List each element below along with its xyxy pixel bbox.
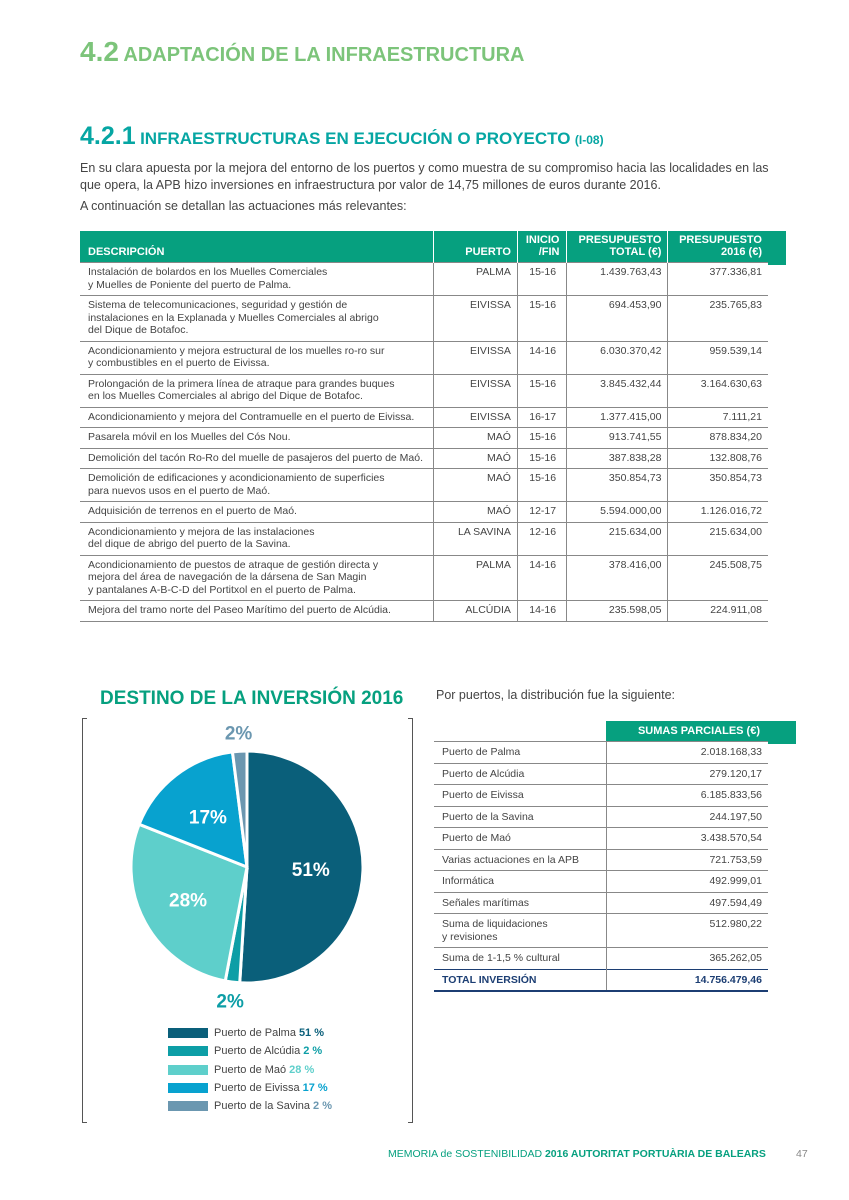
table-row: [80, 502, 768, 523]
cell-presupuesto-2016: 215.634,00: [668, 522, 768, 555]
table-row: [80, 374, 768, 407]
cell-presupuesto-total: 378.416,00: [566, 555, 668, 601]
sums-label: Puerto de Maó: [434, 828, 606, 850]
sums-accent-bar: [768, 721, 796, 744]
col-header-descripcion: DESCRIPCIÓN: [80, 231, 433, 263]
sums-row: [434, 763, 768, 785]
col-header-presupuesto-total: PRESUPUESTO TOTAL (€): [566, 231, 668, 263]
right-bracket: [408, 718, 413, 1123]
pie-slice-label: 2%: [224, 726, 253, 745]
legend-percent: 51 %: [298, 1027, 325, 1040]
footer-bold: 2016 AUTORITAT PORTUÀRIA DE BALEARS: [544, 1148, 766, 1160]
legend-label: Puerto de Eivissa: [214, 1082, 300, 1095]
legend-item: [168, 1042, 332, 1060]
cell-presupuesto-total: 6.030.370,42: [566, 341, 668, 374]
cell-presupuesto-total: 1.377.415,00: [566, 407, 668, 428]
sums-label: Suma de 1-1,5 % cultural: [434, 948, 606, 970]
projects-table-header: [80, 231, 768, 263]
sums-total-row: [434, 969, 768, 991]
sums-value: 365.262,05: [606, 948, 768, 970]
section-number: 4.2: [80, 36, 119, 67]
cell-presupuesto-2016: 245.508,75: [668, 555, 768, 601]
table-row: [80, 448, 768, 469]
legend-percent: 17 %: [302, 1082, 328, 1095]
legend-item: [168, 1061, 332, 1079]
cell-descripcion: Acondicionamiento y mejora estructural de los muelles ro-ro sur y combustibles en el puerto de Eivissa.: [80, 341, 433, 374]
cell-puerto: EIVISSA: [433, 407, 517, 428]
sums-label: Informática: [434, 871, 606, 893]
section-heading: [80, 36, 524, 68]
legend-swatch: [168, 1065, 208, 1075]
sums-row: [434, 785, 768, 807]
sums-header: SUMAS PARCIALES (€): [606, 721, 768, 742]
table-row: [80, 555, 768, 601]
cell-inicio-fin: 15-16: [517, 374, 566, 407]
cell-puerto: MAÓ: [433, 448, 517, 469]
sums-row: [434, 948, 768, 970]
cell-puerto: LA SAVINA: [433, 522, 517, 555]
cell-presupuesto-2016: 132.808,76: [668, 448, 768, 469]
legend-item: [168, 1024, 332, 1042]
cell-presupuesto-2016: 3.164.630,63: [668, 374, 768, 407]
cell-puerto: PALMA: [433, 555, 517, 601]
total-value: 14.756.479,46: [606, 969, 768, 991]
subsection-title: INFRAESTRUCTURAS EN EJECUCIÓN O PROYECTO: [140, 129, 571, 148]
cell-inicio-fin: 15-16: [517, 469, 566, 502]
table-row: [80, 407, 768, 428]
cell-descripcion: Acondicionamiento y mejora de las instalaciones del dique de abrigo del puerto de la Savina.: [80, 522, 433, 555]
cell-inicio-fin: 15-16: [517, 428, 566, 449]
cell-presupuesto-total: 350.854,73: [566, 469, 668, 502]
pie-title: DESTINO DE LA INVERSIÓN 2016: [100, 688, 404, 709]
col-header-inicio-fin: INICIO /FIN: [517, 231, 566, 263]
projects-table: [80, 231, 768, 622]
cell-descripcion: Prolongación de la primera línea de atraque para grandes buques en los Muelles Comerciales al abrigo del Dique de Botafoc.: [80, 374, 433, 407]
legend-swatch: [168, 1083, 208, 1093]
intro-paragraph: En su clara apuesta por la mejora del entorno de los puertos y como muestra de su compromiso hacia las localidades en las que opera, la APB hizo inversiones en infraestructura por valor de 14,75 millones de euros durante 2016.: [80, 161, 769, 192]
subsection-code: (I-08): [574, 133, 604, 147]
sums-value: 492.999,01: [606, 871, 768, 893]
sums-table-header: [434, 721, 768, 742]
cell-presupuesto-2016: 959.539,14: [668, 341, 768, 374]
sums-table: [434, 721, 768, 992]
legend-swatch: [168, 1028, 208, 1038]
pie-slice-label: 17%: [188, 807, 227, 829]
cell-presupuesto-2016: 1.126.016,72: [668, 502, 768, 523]
cell-puerto: EIVISSA: [433, 374, 517, 407]
cell-presupuesto-total: 694.453,90: [566, 296, 668, 342]
footer-prefix: MEMORIA de SOSTENIBILIDAD: [388, 1148, 545, 1160]
table-row: [80, 341, 768, 374]
sums-row: [434, 871, 768, 893]
cell-puerto: EIVISSA: [433, 341, 517, 374]
col-header-presupuesto-2016: PRESUPUESTO 2016 (€): [668, 231, 768, 263]
left-bracket: [82, 718, 87, 1123]
cell-presupuesto-2016: 377.336,81: [668, 263, 768, 296]
cell-descripcion: Acondicionamiento y mejora del Contramuelle en el puerto de Eivissa.: [80, 407, 433, 428]
sums-label: Varias actuaciones en la APB: [434, 849, 606, 871]
cell-inicio-fin: 16-17: [517, 407, 566, 428]
sums-value: 3.438.570,54: [606, 828, 768, 850]
cell-descripcion: Acondicionamiento de puestos de atraque de gestión directa y mejora del área de navegación de la dársena de San Magin y pantalanes A-B-C-D del Portitxol en el puerto de Palma.: [80, 555, 433, 601]
cell-descripcion: Demolición del tacón Ro-Ro del muelle de pasajeros del puerto de Maó.: [80, 448, 433, 469]
cell-presupuesto-total: 215.634,00: [566, 522, 668, 555]
sums-label: Puerto de la Savina: [434, 806, 606, 828]
cell-presupuesto-total: 1.439.763,43: [566, 263, 668, 296]
sums-value: 6.185.833,56: [606, 785, 768, 807]
legend-label: Puerto de la Savina: [214, 1100, 311, 1113]
cell-presupuesto-total: 913.741,55: [566, 428, 668, 449]
cell-presupuesto-2016: 7.111,21: [668, 407, 768, 428]
legend-swatch: [168, 1046, 208, 1056]
legend-label: Puerto de Alcúdia: [214, 1045, 301, 1058]
sums-label: Suma de liquidaciones y revisiones: [434, 914, 606, 948]
table-row: [80, 428, 768, 449]
cell-inicio-fin: 14-16: [517, 555, 566, 601]
subsection-heading: [80, 122, 604, 151]
pie-slice-label: 2%: [216, 991, 244, 1013]
subsection-number: 4.2.1: [80, 122, 136, 150]
cell-puerto: ALCÚDIA: [433, 601, 517, 622]
footer-text: [388, 1148, 766, 1160]
table-row: [80, 296, 768, 342]
cell-descripcion: Demolición de edificaciones y acondicionamiento de superficies para nuevos usos en el puerto de Maó.: [80, 469, 433, 502]
cell-inicio-fin: 15-16: [517, 263, 566, 296]
cell-inicio-fin: 12-16: [517, 522, 566, 555]
cell-puerto: PALMA: [433, 263, 517, 296]
sums-label: Puerto de Palma: [434, 742, 606, 764]
sums-value: 512.980,22: [606, 914, 768, 948]
cell-puerto: MAÓ: [433, 469, 517, 502]
sums-label: Señales marítimas: [434, 892, 606, 914]
sums-row: [434, 892, 768, 914]
table-row: [80, 522, 768, 555]
sums-label: Puerto de Eivissa: [434, 785, 606, 807]
sums-row: [434, 806, 768, 828]
sums-value: 244.197,50: [606, 806, 768, 828]
cell-inicio-fin: 15-16: [517, 448, 566, 469]
sums-value: 497.594,49: [606, 892, 768, 914]
intro-paragraph-2: A continuación se detallan las actuaciones más relevantes:: [80, 199, 407, 213]
cell-descripcion: Pasarela móvil en los Muelles del Cós Nou.: [80, 428, 433, 449]
pie-slice-label: 28%: [169, 890, 208, 912]
table-row: [80, 469, 768, 502]
sums-value: 279.120,17: [606, 763, 768, 785]
cell-inicio-fin: 14-16: [517, 341, 566, 374]
sums-intro: Por puertos, la distribución fue la siguiente:: [436, 688, 676, 702]
page-number: 47: [796, 1148, 808, 1160]
col-header-puerto: PUERTO: [433, 231, 517, 263]
cell-presupuesto-total: 5.594.000,00: [566, 502, 668, 523]
sums-value: 721.753,59: [606, 849, 768, 871]
cell-descripcion: Sistema de telecomunicaciones, seguridad y gestión de instalaciones en la Explanada y Muelles Comerciales al abrigo del Dique de Botafoc.: [80, 296, 433, 342]
cell-presupuesto-total: 235.598,05: [566, 601, 668, 622]
pie-legend: [168, 1024, 332, 1115]
sums-row: [434, 914, 768, 948]
cell-puerto: MAÓ: [433, 502, 517, 523]
sums-row: [434, 828, 768, 850]
sums-value: 2.018.168,33: [606, 742, 768, 764]
legend-label: Puerto de Maó: [214, 1063, 287, 1076]
section-title: ADAPTACIÓN DE LA INFRAESTRUCTURA: [123, 44, 525, 66]
legend-percent: 2 %: [303, 1045, 323, 1058]
table-row: [80, 263, 768, 296]
sums-label: Puerto de Alcúdia: [434, 763, 606, 785]
sums-row: [434, 849, 768, 871]
cell-puerto: MAÓ: [433, 428, 517, 449]
legend-swatch: [168, 1101, 208, 1111]
cell-presupuesto-2016: 350.854,73: [668, 469, 768, 502]
cell-descripcion: Adquisición de terrenos en el puerto de Maó.: [80, 502, 433, 523]
legend-item: [168, 1097, 332, 1115]
investment-pie-chart: [120, 726, 380, 1016]
cell-descripcion: Instalación de bolardos en los Muelles Comerciales y Muelles de Poniente del puerto de Palma.: [80, 263, 433, 296]
cell-inicio-fin: 12-17: [517, 502, 566, 523]
table-row: [80, 601, 768, 622]
legend-percent: 2 %: [313, 1100, 332, 1113]
pie-slice-label: 51%: [291, 860, 330, 882]
sums-row: [434, 742, 768, 764]
header-accent-bar: [768, 231, 786, 265]
cell-descripcion: Mejora del tramo norte del Paseo Marítimo del puerto de Alcúdia.: [80, 601, 433, 622]
cell-inicio-fin: 15-16: [517, 296, 566, 342]
cell-presupuesto-2016: 878.834,20: [668, 428, 768, 449]
legend-label: Puerto de Palma: [214, 1027, 296, 1040]
cell-puerto: EIVISSA: [433, 296, 517, 342]
cell-presupuesto-2016: 235.765,83: [668, 296, 768, 342]
cell-presupuesto-total: 3.845.432,44: [566, 374, 668, 407]
cell-inicio-fin: 14-16: [517, 601, 566, 622]
legend-percent: 28 %: [289, 1063, 315, 1076]
cell-presupuesto-2016: 224.911,08: [668, 601, 768, 622]
total-label: TOTAL INVERSIÓN: [434, 969, 606, 991]
legend-item: [168, 1079, 332, 1097]
cell-presupuesto-total: 387.838,28: [566, 448, 668, 469]
